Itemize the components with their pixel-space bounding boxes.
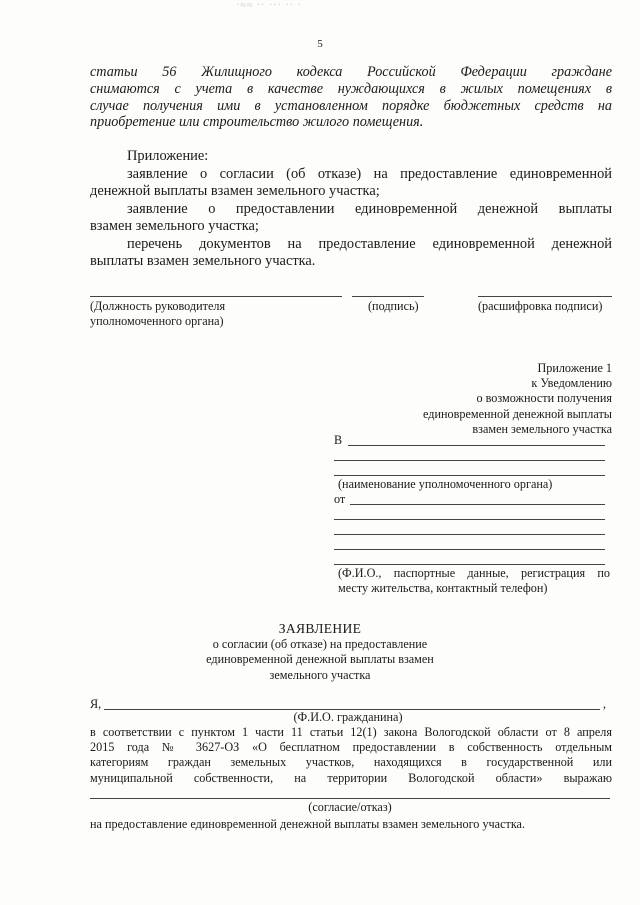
intro-line: приобретение или строительство жилого помещения. xyxy=(90,114,424,131)
position-label-line: (Должность руководителя xyxy=(90,299,226,313)
appendix-header xyxy=(312,361,612,437)
page-number: 5 xyxy=(317,38,323,50)
position-label-line: уполномоченного органа) xyxy=(90,314,224,328)
attachment-line: перечень документов на предоставление единовременной денежной xyxy=(127,235,612,252)
comma-mark: , xyxy=(603,697,607,711)
statement-body-line: 2015 года № 3627-ОЗ «О бесплатном предоставлении в собственность отдельным xyxy=(90,740,612,755)
from-prefix: от xyxy=(334,492,346,506)
attachment-line: выплаты взамен земельного участка. xyxy=(90,252,316,269)
statement-subtitle-line: земельного участка xyxy=(269,667,371,682)
position-line xyxy=(90,296,342,297)
intro-line: случае получения ими в установленном порядке бюджетных средств на xyxy=(90,97,612,114)
appendix-line: о возможности получения xyxy=(476,391,612,406)
attachment-line: заявление о предоставлении единовременной денежной выплаты xyxy=(127,200,612,217)
final-line: на предоставление единовременной денежной выплаты взамен земельного участка. xyxy=(90,817,526,831)
person-hint xyxy=(338,566,610,596)
signature-line xyxy=(352,296,424,297)
attachment-heading xyxy=(127,148,208,165)
attachment-line: взамен земельного участка; xyxy=(90,218,259,235)
fio-hint: (Ф.И.О. гражданина) xyxy=(293,710,403,724)
signature-label: (подпись) xyxy=(368,299,419,313)
statement-body-line: категориям граждан земельных участков, находящихся в государственной или xyxy=(90,755,612,770)
attachment-line: заявление о согласии (об отказе) на предоставление единовременной xyxy=(127,166,612,182)
sender-line xyxy=(334,564,605,565)
intro-line: снимаются с учета в качестве нуждающихся в жилых помещениях в xyxy=(90,80,612,97)
person-hint-line: месту жительства, контактный телефон) xyxy=(338,581,548,595)
sender-line xyxy=(350,504,605,505)
addressee-line xyxy=(348,445,605,446)
statement-title: ЗАЯВЛЕНИЕ xyxy=(278,621,362,636)
statement-subtitle-line: единовременной денежной выплаты взамен xyxy=(206,652,434,667)
appendix-line: единовременной денежной выплаты xyxy=(423,406,612,421)
to-prefix: В xyxy=(334,433,343,447)
intro-paragraph xyxy=(90,64,612,131)
statement-body-line: в соответствии с пунктом 1 части 11 статьи 12(1) закона Вологодской области от 8 апреля xyxy=(90,725,612,739)
sender-line xyxy=(334,534,605,535)
consent-hint: (согласие/отказ) xyxy=(308,800,392,814)
consent-line xyxy=(90,798,610,799)
attachment-list xyxy=(90,166,612,270)
person-hint-line: (Ф.И.О., паспортные данные, регистрация по xyxy=(338,566,610,580)
sender-line xyxy=(334,519,605,520)
statement-body xyxy=(90,725,612,786)
statement-subtitle xyxy=(0,637,640,683)
org-hint: (наименование уполномоченного органа) xyxy=(338,477,553,491)
scan-artifact: ·≈≈ ·· ··· ·· · xyxy=(236,0,302,10)
decode-line xyxy=(478,296,612,297)
appendix-line: взамен земельного участка xyxy=(472,421,612,436)
i-prefix: Я, xyxy=(90,697,102,711)
statement-body-line: муниципальной собственности, на территории Вологодской области» выражаю xyxy=(90,770,612,785)
addressee-line xyxy=(334,475,605,476)
addressee-line xyxy=(334,460,605,461)
statement-subtitle-line: о согласии (об отказе) на предоставление xyxy=(212,637,428,651)
intro-line: статьи 56 Жилищного кодекса Российской Федерации граждане xyxy=(90,64,612,80)
position-label xyxy=(90,299,225,329)
decode-label: (расшифровка подписи) xyxy=(478,299,603,313)
sender-line xyxy=(334,549,605,550)
attachment-heading-text: Приложение: xyxy=(127,148,209,164)
attachment-line: денежной выплаты взамен земельного участка; xyxy=(90,183,380,200)
appendix-line: Приложение 1 xyxy=(537,361,612,375)
appendix-line: к Уведомлению xyxy=(531,376,612,391)
